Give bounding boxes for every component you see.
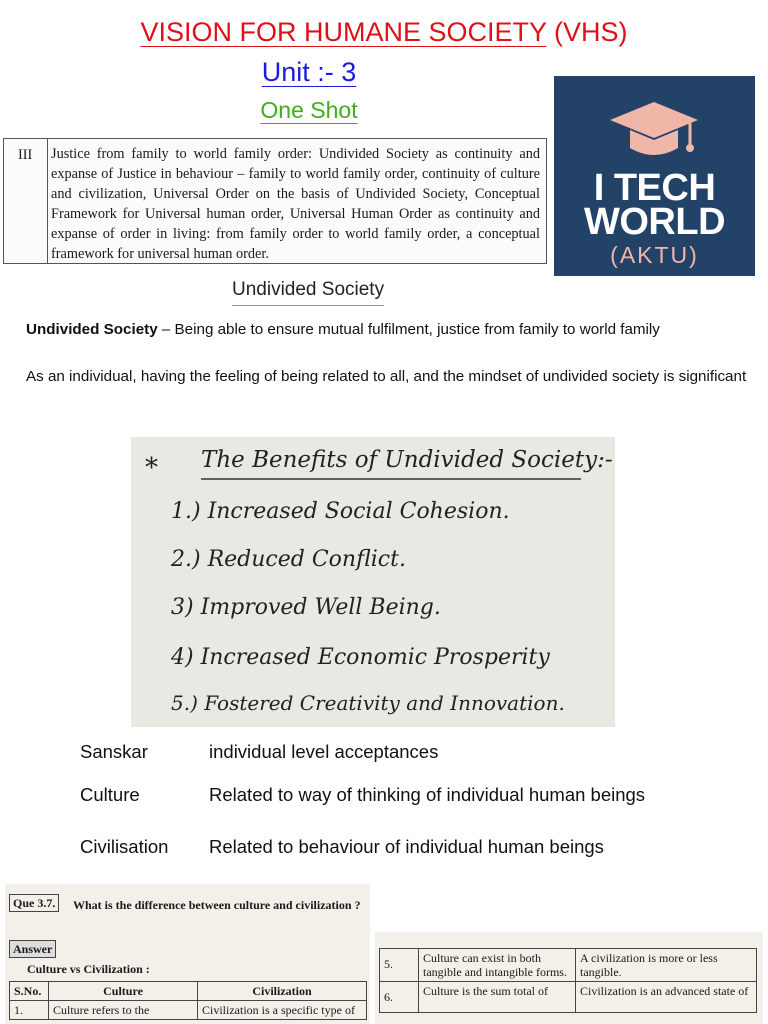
- handwritten-note-image: [131, 437, 615, 727]
- syllabus-box: [3, 138, 547, 264]
- title-main: VISION FOR HUMANE SOCIETY: [140, 17, 547, 47]
- term-sanskar: Sanskar: [80, 741, 148, 762]
- unit-label: Unit :- 3: [261, 57, 357, 87]
- scan-table-excerpt: [375, 932, 763, 1024]
- graduation-cap-icon: [608, 100, 700, 164]
- cell: Culture can exist in both tangible and intangible forms.: [419, 949, 576, 982]
- term-culture: Culture: [80, 784, 140, 805]
- culture-civilization-table-continued: [379, 948, 757, 1013]
- header-civilization: Civilization: [198, 982, 367, 1001]
- title-abbr: (VHS): [554, 17, 628, 47]
- hw-item: 5.) Fostered Creativity and Innovation.: [171, 691, 565, 715]
- note-underline-decor: [131, 437, 615, 727]
- cell: 5.: [380, 949, 419, 982]
- logo-line-1: I TECH: [593, 167, 716, 209]
- definition: [26, 320, 756, 340]
- desc-civilisation: Related to behaviour of individual human beings: [209, 836, 604, 857]
- hw-item: 2.) Reduced Conflict.: [171, 547, 406, 572]
- desc-sanskar: individual level acceptances: [209, 741, 439, 762]
- hw-item: 1.) Increased Social Cohesion.: [171, 499, 510, 524]
- definition-text: – Being able to ensure mutual fulfilment, justice from family to world family: [157, 321, 660, 338]
- term-civilisation: Civilisation: [80, 836, 169, 857]
- cell: A civilization is more or less tangible.: [576, 949, 757, 982]
- answer-label: Answer: [9, 940, 56, 958]
- cell: Culture is the sum total of: [419, 982, 576, 1013]
- individual-note: As an individual, having the feeling of being related to all, and the mindset of undivided society is significant: [26, 368, 747, 385]
- cell: Civilization is an advanced state of: [576, 982, 757, 1013]
- page-title: [0, 14, 768, 50]
- subtitle-one-shot: One Shot: [260, 97, 358, 123]
- hw-item: 4) Increased Economic Prosperity: [171, 645, 550, 670]
- desc-culture: Related to way of thinking of individual human beings: [209, 784, 646, 805]
- culture-civilization-table: [9, 981, 367, 1020]
- hw-item: 3) Improved Well Being.: [171, 595, 441, 620]
- syllabus-unit-number: III: [4, 139, 48, 263]
- header-sno: S.No.: [10, 982, 49, 1001]
- section-heading: Undivided Society: [232, 278, 384, 306]
- itech-world-logo: [554, 76, 755, 276]
- cell: 6.: [380, 982, 419, 1013]
- header-culture: Culture: [49, 982, 198, 1001]
- cell: Civilization is a specific type of: [198, 1001, 367, 1020]
- question-number: Que 3.7.: [9, 894, 59, 912]
- definition-term: Undivided Society: [26, 321, 158, 338]
- hw-title: The Benefits of Undivided Society:-: [201, 447, 613, 473]
- question-text: What is the difference between culture and civilization ?: [73, 898, 361, 912]
- cell: Culture refers to the: [49, 1001, 198, 1020]
- logo-line-3: (AKTU): [610, 242, 699, 268]
- scan-question-excerpt: [5, 884, 370, 1024]
- table-title: Culture vs Civilization :: [27, 962, 150, 976]
- cell: 1.: [10, 1001, 49, 1020]
- syllabus-text: Justice from family to world family order: Undivided Society as continuity and expanse of Justice in behaviour – family to world family order, continuity of culture and civilization, Universal Order on the basis of Undivided Society, Conceptual Framework for Universal human order, Universal Human Order as continuity and expanse of order in living: from family order to world family order, a conceptual framework for universal human order.: [51, 146, 540, 262]
- logo-line-2: WORLD: [583, 201, 726, 243]
- hw-star: *: [145, 453, 158, 483]
